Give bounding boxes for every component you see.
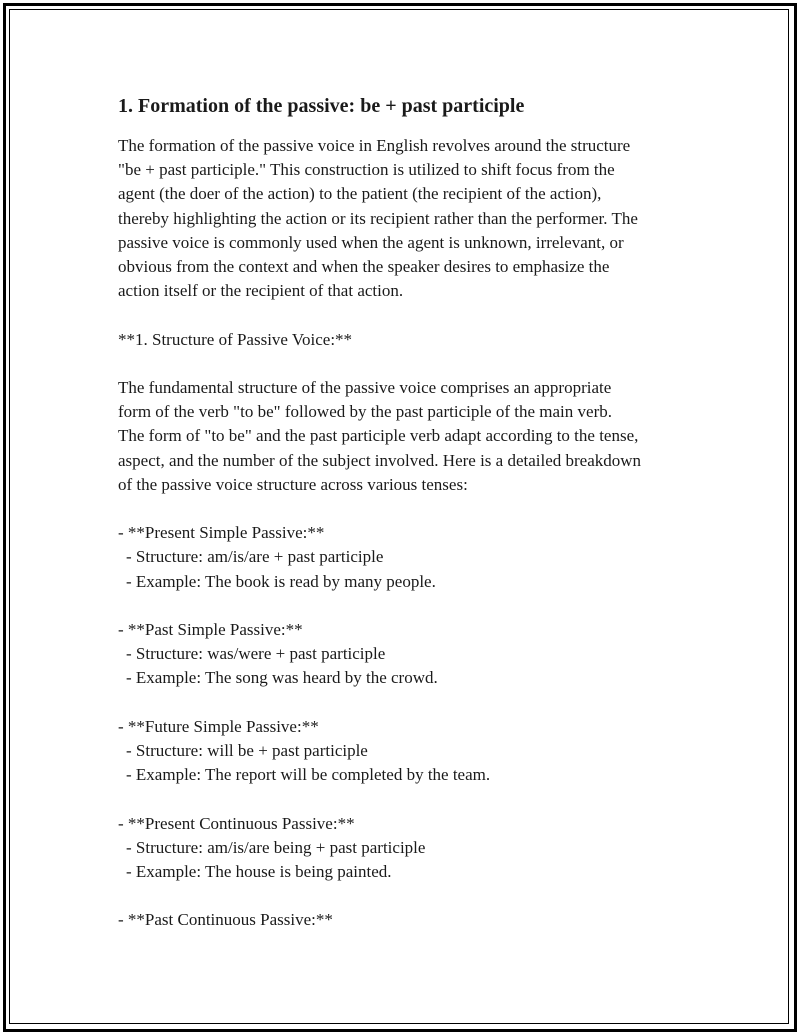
text-line: thereby highlighting the action or its recipient rather than the performer. The	[118, 208, 638, 228]
tense-structure: - Structure: will be + past participle	[126, 741, 368, 760]
document-title: 1. Formation of the passive: be + past participle	[118, 95, 525, 117]
text-line: The formation of the passive voice in English revolves around the structure	[118, 136, 631, 155]
text-line: of the passive voice structure across various tenses:	[118, 474, 468, 494]
tense-structure: - Structure: am/is/are being + past participle	[126, 837, 426, 857]
structure-paragraph	[118, 376, 698, 497]
text-line: aspect, and the number of the subject involved. Here is a detailed breakdown	[118, 450, 642, 470]
tense-name: - **Present Simple Passive:**	[118, 523, 325, 543]
text-line: "be + past participle." This construction is utilized to shift focus from the	[118, 160, 615, 180]
tense-name-past-continuous: - **Past Continuous Passive:**	[118, 910, 333, 930]
text-line: passive voice is commonly used when the agent is unknown, irrelevant, or	[118, 232, 624, 252]
tense-block-future-simple	[118, 715, 698, 788]
tense-name: - **Present Continuous Passive:**	[118, 813, 355, 833]
tense-block-past-simple	[118, 618, 698, 691]
text-line: obvious from the context and when the speaker desires to emphasize the	[118, 257, 610, 277]
intro-paragraph	[118, 134, 698, 303]
text-line: form of the verb "to be" followed by the past participle of the main verb.	[118, 402, 612, 422]
tense-example: - Example: The song was heard by the crowd.	[126, 668, 438, 688]
text-line: action itself or the recipient of that action.	[118, 281, 404, 301]
tense-name: - **Future Simple Passive:**	[118, 716, 319, 736]
document-body	[118, 92, 698, 933]
section-heading: **1. Structure of Passive Voice:**	[118, 329, 353, 349]
tense-structure: - Structure: am/is/are + past participle	[126, 547, 384, 567]
tense-example: - Example: The book is read by many people.	[126, 571, 436, 591]
tense-example: - Example: The report will be completed by the team.	[126, 765, 491, 785]
tense-name: - **Past Simple Passive:**	[118, 620, 303, 639]
text-line: agent (the doer of the action) to the patient (the recipient of the action),	[118, 184, 602, 204]
tense-block-present-simple	[118, 521, 698, 594]
tense-block-present-continuous	[118, 812, 698, 885]
tense-example: - Example: The house is being painted.	[126, 862, 392, 881]
text-line: The form of "to be" and the past participle verb adapt according to the tense,	[118, 426, 639, 446]
text-line: The fundamental structure of the passive voice comprises an appropriate	[118, 378, 612, 397]
tense-structure: - Structure: was/were + past participle	[126, 644, 386, 664]
